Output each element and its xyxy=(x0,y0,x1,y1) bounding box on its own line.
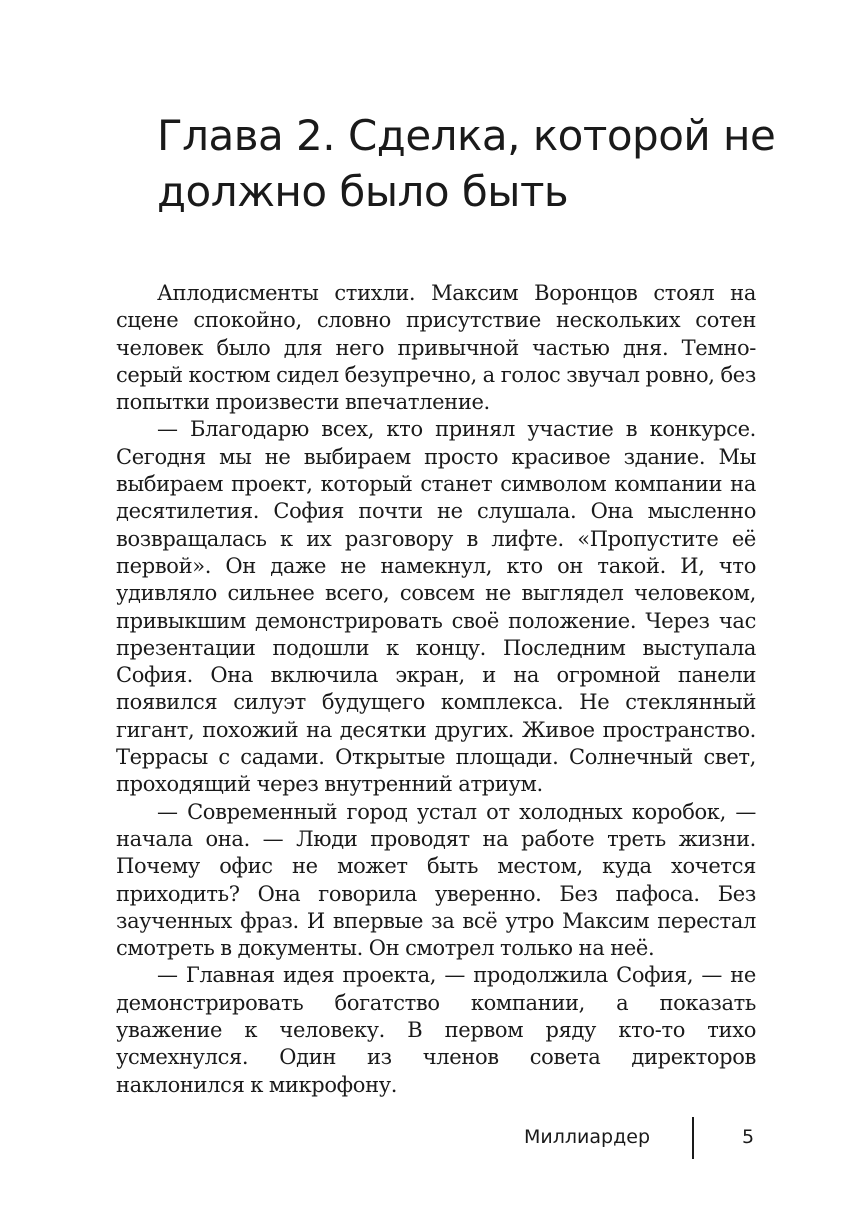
paragraph: — Благодарю всех, кто принял участие в конкурсе. Сегодня мы не выбираем просто красивое здание. Мы выбираем проект, который станет символом компании на десятилетия. София почти не слушала. Она мысленно возвращалась к их разговору в лифте. «Пропустите её первой». Он даже не намекнул, кто он такой. И, что удивляло сильнее всего, совсем не выглядел человеком, привыкшим демонстрировать своё положение. Через час презентации подошли к концу. Последним выступала София. Она включила экран, и на огромной панели появился силуэт будущего комплекса. Не стеклянный гигант, похожий на десятки других. Живое пространство. Террасы с садами. Открытые площади. Солнечный свет, проходящий через внутренний атриум. xyxy=(116,417,756,797)
chapter-title: Глава 2. Сделка, которой не должно было быть xyxy=(157,111,776,216)
paragraph: Аплодисменты стихли. Максим Воронцов стоял на сцене спокойно, словно присутствие нескольких сотен человек было для него привычной частью дня. Темно-серый костюм сидел безупречно, а голос звучал ровно, без попытки произвести впечатление. xyxy=(116,281,756,415)
chapter-body xyxy=(116,280,756,1099)
page-number: 5 xyxy=(742,1126,755,1148)
running-footer-book-title: Миллиардер xyxy=(524,1126,650,1148)
footer-divider xyxy=(692,1117,694,1159)
paragraph: — Современный город устал от холодных коробок, — начала она. — Люди проводят на работе треть жизни. Почему офис не может быть местом, куда хочется приходить? Она говорила уверенно. Без пафоса. Без заученных фраз. И впервые за всё утро Максим перестал смотреть в документы. Он смотрел только на неё. xyxy=(116,799,756,961)
paragraph: — Главная идея проекта, — продолжила София, — не демонстрировать богатство компании, а показать уважение к человеку. В первом ряду кто-то тихо усмехнулся. Один из членов совета директоров наклонился к микрофону. xyxy=(116,963,756,1097)
